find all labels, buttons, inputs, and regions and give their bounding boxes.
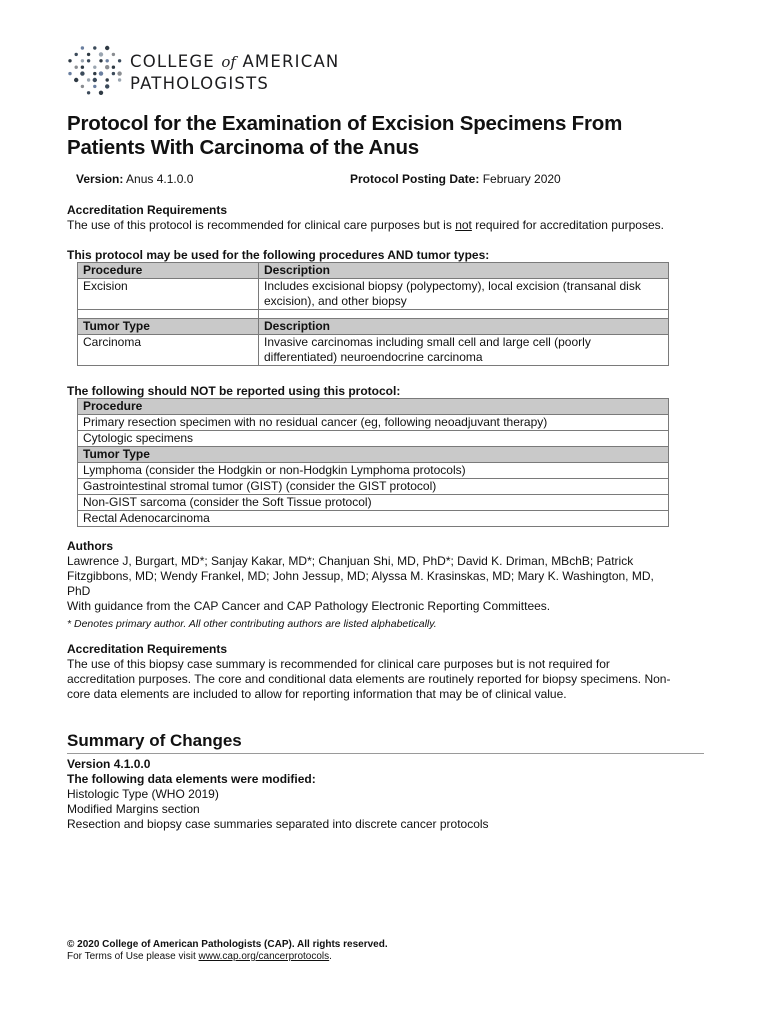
not-reported-intro: The following should NOT be reported using this protocol: <box>67 384 401 398</box>
not-reported-table <box>77 398 669 527</box>
logo-dot <box>74 78 78 82</box>
table-row <box>78 479 669 495</box>
logo-dot <box>93 66 96 69</box>
table-cell: Rectal Adenocarcinoma <box>78 511 669 527</box>
version-label: Version: <box>76 172 124 186</box>
copyright: © 2020 College of American Pathologists (CAP). All rights reserved. <box>67 939 388 950</box>
table-cell: Excision <box>78 279 259 310</box>
summary-version: Version 4.1.0.0 <box>67 757 151 771</box>
terms-line <box>67 951 388 963</box>
table-row <box>78 415 669 431</box>
authors-note: * Denotes primary author. All other contributing authors are listed alphabetically. <box>67 618 437 630</box>
logo-dot <box>105 65 109 69</box>
table-row <box>78 495 669 511</box>
logo-dot <box>93 72 96 75</box>
logo-dot <box>118 78 121 81</box>
accreditation2-line: The use of this biopsy case summary is recommended for clinical care purposes but is not required for <box>67 657 610 671</box>
table-cell: Lymphoma (consider the Hodgkin or non-Hodgkin Lymphoma protocols) <box>78 463 669 479</box>
logo-dot <box>81 66 84 69</box>
column-header: Tumor Type <box>78 447 669 463</box>
table-header-row <box>78 399 669 415</box>
posting-date-field <box>350 172 561 186</box>
logo-dot <box>93 46 96 49</box>
table-header-row <box>78 263 669 279</box>
logo-dot <box>87 91 90 94</box>
logo-word-of: of <box>221 53 236 71</box>
logo-dot <box>75 66 78 69</box>
table-row <box>78 431 669 447</box>
summary-item: Histologic Type (WHO 2019) <box>67 787 219 801</box>
table-cell: Carcinoma <box>78 335 259 366</box>
cap-logo-dots-icon <box>66 44 126 100</box>
summary-item: Resection and biopsy case summaries separated into discrete cancer protocols <box>67 817 489 831</box>
logo-dot <box>106 59 109 62</box>
table-cell: Primary resection specimen with no residual cancer (eg, following neoadjuvant therapy) <box>78 415 669 431</box>
accreditation2-heading: Accreditation Requirements <box>67 642 228 656</box>
logo-dot <box>75 53 78 56</box>
version-value: Anus 4.1.0.0 <box>126 172 194 186</box>
logo-dot <box>93 85 96 88</box>
accreditation-text-part: required for accreditation purposes. <box>471 218 664 232</box>
table-cell <box>78 310 259 319</box>
logo-dot <box>105 84 109 88</box>
document-title: Protocol for the Examination of Excision Specimens From Patients With Carcinoma of the Anus <box>67 112 623 159</box>
logo-dot <box>99 59 102 62</box>
column-header: Procedure <box>78 399 669 415</box>
procedures-intro: This protocol may be used for the following procedures AND tumor types: <box>67 248 490 262</box>
table-cell: Invasive carcinomas including small cell and large cell (poorly differentiated) neuroendocrine carcinoma <box>259 335 669 366</box>
accreditation-heading: Accreditation Requirements <box>67 203 228 217</box>
logo-dot <box>118 59 121 62</box>
summary-modified-heading: The following data elements were modified: <box>67 772 316 786</box>
table-row <box>78 511 669 527</box>
posting-date-value: February 2020 <box>482 172 561 186</box>
logo-dot <box>68 72 71 75</box>
logo-word-pathologists: PATHOLOGISTS <box>130 74 270 93</box>
terms-suffix: . <box>329 951 332 962</box>
table-row <box>78 463 669 479</box>
terms-link[interactable]: www.cap.org/cancerprotocols <box>198 951 330 962</box>
logo-dot <box>112 53 115 56</box>
table-cell: Includes excisional biopsy (polypectomy), local excision (transanal disk excision), and other biopsy <box>259 279 669 310</box>
table-header-row <box>78 447 669 463</box>
terms-prefix: For Terms of Use please visit <box>67 951 199 962</box>
accreditation2-line: core data elements are included to allow for reporting information that may be of clinical value. <box>67 687 567 701</box>
table-cell: Gastrointestinal stromal tumor (GIST) (consider the GIST protocol) <box>78 479 669 495</box>
authors-line: Lawrence J, Burgart, MD*; Sanjay Kakar, MD*; Chanjuan Shi, MD, PhD*; David K. Driman, MBchB; Patrick <box>67 554 634 568</box>
accreditation-text-part: The use of this protocol is recommended for clinical care purposes but is <box>67 218 456 232</box>
logo-dot <box>93 78 97 82</box>
logo-dot <box>99 52 103 56</box>
version-field <box>76 172 193 186</box>
table-cell: Non-GIST sarcoma (consider the Soft Tissue protocol) <box>78 495 669 511</box>
summary-heading: Summary of Changes <box>67 730 704 754</box>
logo-dot <box>80 71 84 75</box>
logo-dot <box>117 71 121 75</box>
table-header-row <box>78 319 669 335</box>
logo-dot <box>106 78 109 81</box>
logo-dot <box>112 72 115 75</box>
table-row <box>78 279 669 310</box>
authors-line: Fitzgibbons, MD; Wendy Frankel, MD; John Jessup, MD; Alyssa M. Krasinskas, MD; Mary K. Washington, MD, <box>67 569 654 583</box>
posting-date-label: Protocol Posting Date: <box>350 172 480 186</box>
procedures-table <box>77 262 669 366</box>
logo-dot <box>87 78 90 81</box>
column-header: Procedure <box>78 263 259 279</box>
column-header: Description <box>259 319 669 335</box>
table-cell <box>259 310 669 319</box>
accreditation2-line: accreditation purposes. The core and conditional data elements are routinely reported for biopsy specimens. Non- <box>67 672 671 686</box>
summary-item: Modified Margins section <box>67 802 200 816</box>
table-cell: Cytologic specimens <box>78 431 669 447</box>
authors-line: PhD <box>67 584 91 598</box>
column-header: Tumor Type <box>78 319 259 335</box>
logo-dot <box>87 59 90 62</box>
authors-guidance: With guidance from the CAP Cancer and CAP Pathology Electronic Reporting Committees. <box>67 599 551 613</box>
logo-dot <box>81 59 84 62</box>
logo-word-american: AMERICAN <box>242 52 340 71</box>
table-row <box>78 335 669 366</box>
column-header: Description <box>259 263 669 279</box>
logo-dot <box>68 59 71 62</box>
accreditation-text-underlined: not <box>455 218 472 232</box>
logo-dot <box>81 85 84 88</box>
logo-dot <box>105 46 109 50</box>
logo-dot <box>81 46 84 49</box>
logo-dot <box>87 53 90 56</box>
logo-word-college: COLLEGE <box>130 52 215 71</box>
logo-dot <box>99 91 103 95</box>
logo-wordmark <box>130 51 339 95</box>
logo-dot <box>112 66 115 69</box>
table-spacer-row <box>78 310 669 319</box>
authors-heading: Authors <box>67 539 113 553</box>
logo-dot <box>99 71 103 75</box>
footer <box>67 939 388 963</box>
accreditation-text <box>67 218 664 233</box>
